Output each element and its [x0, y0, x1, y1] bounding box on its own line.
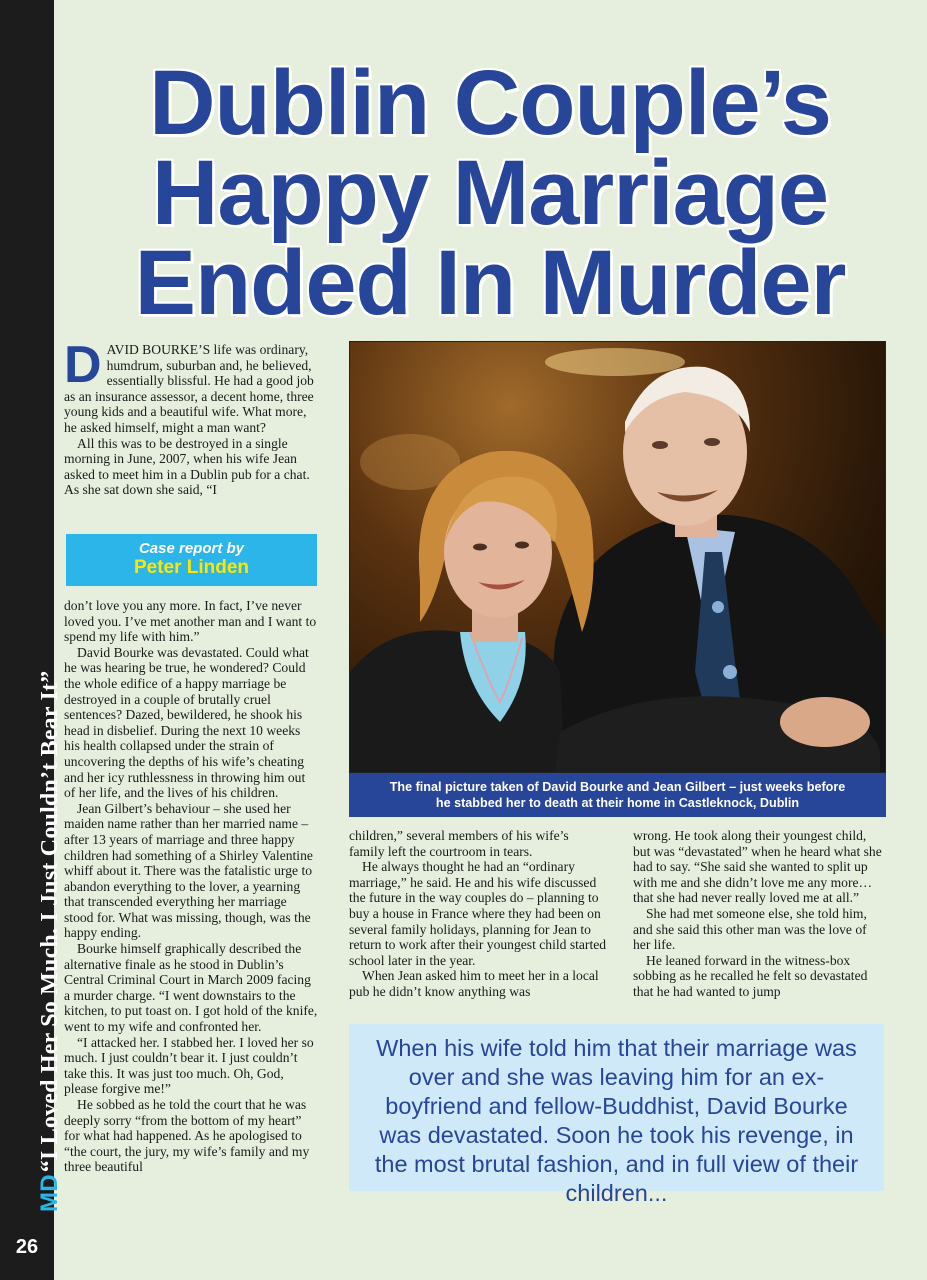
article-paragraph: David Bourke was devastated. Could what he was hearing be true, he wondered? Could the whole edifice of a happy marriage be destroyed in a couple of brutally cruel sentences? Dazed, bewildered, he shook his head in disbelief. During the next 10 weeks his health collapsed under the strain of uncovering the depths of his wife’s cheating and her icy ruthlessness in throwing him out of her life, and the lives of his children. — [64, 644, 309, 801]
article-paragraph: He sobbed as he told the court that he was deeply sorry “from the bottom of my heart” for what had happened. As he apologised to “the court, the jury, my wife’s family and my three beautiful — [64, 1097, 310, 1175]
running-header — [36, 671, 64, 1212]
headline-line-3: Ended In Murder — [134, 232, 846, 334]
article-paragraph: wrong. He took along their youngest child, but was “devastated” when he heard what she had to say. “She said she wanted to split up with me and she didn’t love me any more…that she had never really loved me at all.” — [633, 828, 882, 906]
pull-quote: When his wife told him that their marriage was over and she was leaving him for an ex-boyfriend and fellow-Buddhist, David Bourke was devastated. Soon he took his revenge, in the most brutal fashion, and in full view of their children... — [374, 1035, 859, 1206]
article-paragraph: Jean Gilbert’s behaviour – she used her maiden name rather than her married name – after 13 years of marriage and three happy children had something of a Shirley Valentine whiff about it. There was the fatalistic urge to abandon everything to the lover, a yearning that transcended everything her marriage stood for. What was missing, though, was the happy ending. — [64, 800, 313, 941]
article-paragraph: children,” several members of his wife’s family left the courtroom in tears. — [349, 828, 569, 859]
photo-caption — [349, 773, 886, 817]
pull-quote-box — [349, 1024, 884, 1206]
couple-photo-illustration — [350, 342, 886, 773]
article-paragraph: don’t love you any more. In fact, I’ve never loved you. I’ve met another man and I want to spend my life with him.” — [64, 598, 317, 645]
headline-line-1: Dublin Couple’s — [149, 52, 831, 154]
couple-photo — [349, 341, 886, 773]
article-paragraph: She had met someone else, she told him, and she said this other man was the love of her life. — [633, 905, 867, 953]
byline-author: Peter Linden — [133, 557, 250, 578]
article-paragraph: When Jean asked him to meet her in a local pub he didn’t know anything was — [349, 968, 599, 999]
byline-label: Case report by — [138, 540, 245, 557]
article-paragraph: He leaned forward in the witness-box sobbing as he recalled he felt so devastated that he had wanted to jump — [633, 952, 868, 999]
article-paragraph: All this was to be destroyed in a single morning in June, 2007, when his wife Jean asked to meet him in a Dublin pub for a chat. As she sat down she said, “I — [64, 435, 310, 498]
article-paragraph: He always thought he had an “ordinary marriage,” he said. He and his wife discussed the future in the way couples do – planning to buy a house in France where they had been on several family holidays, planning for Jean to return to work after their youngest child started school later in the year. — [349, 859, 607, 968]
photo-caption-line-1: The final picture taken of David Bourke and Jean Gilbert – just weeks before — [389, 780, 846, 794]
running-header-quote: “I Loved Her So Much. I Just Couldn’t Bear It” — [37, 670, 63, 1173]
article-paragraph: DAVID BOURKE’S life was ordinary, humdrum, suburban and, he believed, essentially blissful. He had a good job as an insurance assessor, a decent home, three young kids and a beautiful wife. What more, he asked himself, might a man want? — [64, 336, 314, 435]
photo-caption-line-2: he stabbed her to death at their home in Castleknock, Dublin — [435, 796, 800, 810]
article-paragraph: Bourke himself graphically described the alternative finale as he stood in Dublin’s Central Criminal Court in March 2009 facing a murder charge. “I went downstairs to the kitchen, to put toast on. I got hold of the knife, went to my wife and confronted her. — [64, 941, 318, 1035]
headline — [60, 52, 920, 334]
byline-box — [66, 534, 317, 586]
article-column-3 — [633, 828, 887, 1000]
headline-line-2: Happy Marriage — [151, 142, 829, 244]
magazine-brand: MD — [36, 1174, 63, 1212]
article-column-1-bottom — [64, 598, 318, 1175]
page-number: 26 — [15, 1236, 39, 1258]
article-column-2 — [349, 828, 607, 1000]
article-paragraph: “I attacked her. I stabbed her. I loved her so much. I just couldn’t bear it. I just couldn’t take this. It was just too much. Oh, God, please forgive me!” — [64, 1034, 314, 1097]
article-column-1-top — [64, 336, 318, 498]
drop-cap: D — [64, 336, 102, 394]
